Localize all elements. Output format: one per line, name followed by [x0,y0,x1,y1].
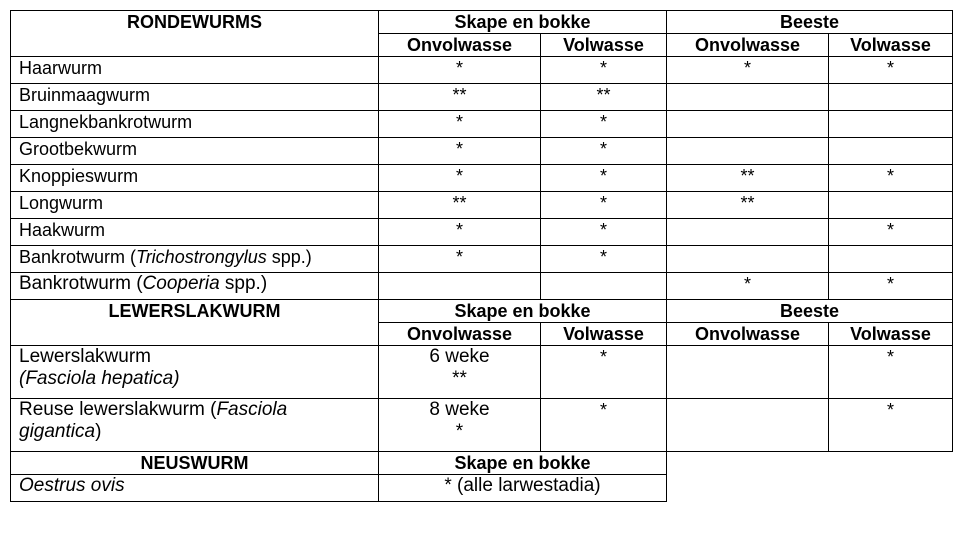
sheep-group-header: Skape en bokke [379,11,667,34]
worm-name: Knoppieswurm [11,165,379,192]
noseworm-name: Oestrus ovis [11,475,379,502]
sheep-adult-value: * [541,246,667,273]
sheep-adult-value: * [541,138,667,165]
cattle-adult-value [829,246,953,273]
cattle-immature-value [667,399,829,452]
sheep-immature-value [379,273,541,300]
cattle-adult-header: Volwasse [829,323,953,346]
sheep-adult-value: * [541,57,667,84]
sheep-adult-header: Volwasse [541,34,667,57]
cattle-group-header: Beeste [667,300,953,323]
sheep-adult-value [541,273,667,300]
cattle-immature-value: * [667,57,829,84]
worm-name: Haarwurm [11,57,379,84]
worm-name: Bruinmaagwurm [11,84,379,111]
fluke-name-line1: Reuse lewerslakwurm ( [19,399,217,420]
cattle-adult-value: * [829,165,953,192]
weeks-value: 8 weke [429,399,490,420]
cattle-immature-header: Onvolwasse [667,323,829,346]
cattle-adult-header: Volwasse [829,34,953,57]
cattle-adult-value [829,84,953,111]
noseworm-value: * (alle larwestadia) [379,475,667,502]
weeks-value: 6 weke [429,346,490,367]
table-row [11,246,953,273]
sheep-group-header: Skape en bokke [379,300,667,323]
sheep-immature-value: * [379,219,541,246]
sheep-immature-value: * [379,57,541,84]
sheep-adult-value: * [541,219,667,246]
sheep-immature-value: * [379,138,541,165]
table-row [11,219,953,246]
cattle-adult-value: * [829,273,953,300]
fluke-name-line1: Lewerslakwurm [19,346,151,367]
worm-name-post: spp.) [266,247,312,267]
cattle-immature-value: ** [667,165,829,192]
cattle-immature-header: Onvolwasse [667,34,829,57]
fluke-name-post: ) [95,421,102,442]
sheep-adult-value: * [541,165,667,192]
sheep-adult-header: Volwasse [541,323,667,346]
worm-name: Langnekbankrotwurm [11,111,379,138]
cattle-adult-value: * [829,399,953,452]
sheep-group-header: Skape en bokke [379,452,667,475]
sheep-adult-value: * [541,192,667,219]
sheep-immature-header: Onvolwasse [379,34,541,57]
fluke-name [11,399,379,452]
noseworm-header-row [11,452,953,475]
cattle-adult-value [829,138,953,165]
table-row [11,57,953,84]
cattle-immature-value [667,111,829,138]
worm-name-pre: Bankrotwurm ( [19,247,137,267]
sheep-immature-value: * [379,111,541,138]
sheep-immature-value: ** [379,84,541,111]
table-row [11,273,953,300]
worm-name [11,273,379,300]
worm-name-genus: Cooperia [142,273,220,294]
liverfluke-heading: LEWERSLAKWURM [11,300,379,346]
cattle-adult-value [829,192,953,219]
efficacy-value: ** [452,368,467,389]
sheep-adult-value: ** [541,84,667,111]
worm-name [11,246,379,273]
sheep-immature-value: ** [379,192,541,219]
roundworm-header-row [11,11,953,34]
cattle-immature-value [667,138,829,165]
worm-name: Haakwurm [11,219,379,246]
cattle-adult-value: * [829,57,953,84]
cattle-immature-value [667,346,829,399]
fluke-name [11,346,379,399]
sheep-immature-value: * [379,165,541,192]
sheep-adult-value: * [541,111,667,138]
worm-name: Longwurm [11,192,379,219]
roundworm-heading: RONDEWURMS [11,11,379,57]
table-row [11,475,953,502]
sheep-immature-value [379,399,541,452]
parasite-table-wrap [10,10,953,502]
table-row [11,399,953,452]
table-row [11,111,953,138]
efficacy-value: * [455,421,464,442]
cattle-adult-value [829,111,953,138]
sheep-adult-value: * [541,346,667,399]
cattle-group-header: Beeste [667,11,953,34]
parasite-table [10,10,953,502]
worm-name-genus: Trichostrongylus [136,247,267,267]
cattle-adult-value: * [829,346,953,399]
table-row [11,84,953,111]
noseworm-heading: NEUSWURM [11,452,379,475]
fluke-name-line2: (Fasciola hepatica) [19,368,180,389]
empty-cell [667,452,953,475]
cattle-immature-value: * [667,273,829,300]
table-row [11,165,953,192]
cattle-immature-value [667,246,829,273]
table-row [11,192,953,219]
sheep-immature-value [379,346,541,399]
sheep-adult-value: * [541,399,667,452]
worm-name-post: spp.) [219,273,268,294]
cattle-adult-value: * [829,219,953,246]
sheep-immature-value: * [379,246,541,273]
table-row [11,138,953,165]
table-row [11,346,953,399]
cattle-immature-value: ** [667,192,829,219]
liverfluke-header-row [11,300,953,323]
cattle-immature-value [667,84,829,111]
worm-name-pre: Bankrotwurm ( [19,273,143,294]
empty-cell [667,475,953,502]
sheep-immature-header: Onvolwasse [379,323,541,346]
fluke-name-genus: Fasciola [216,399,288,420]
cattle-immature-value [667,219,829,246]
fluke-name-line2: gigantica [19,421,96,442]
worm-name: Grootbekwurm [11,138,379,165]
